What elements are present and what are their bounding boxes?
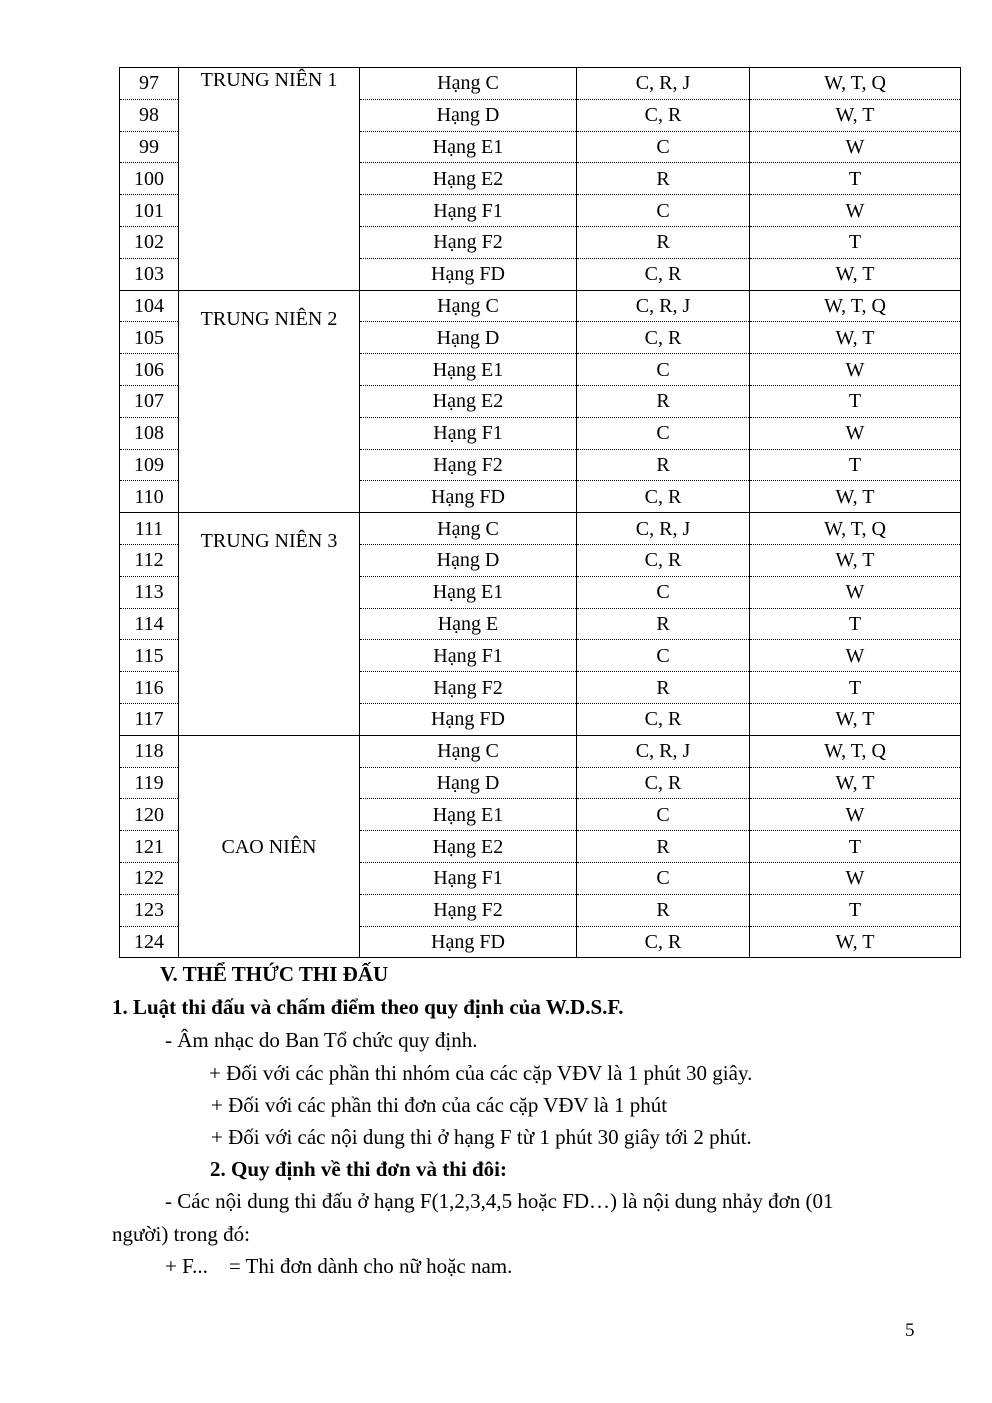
row-number: 114 xyxy=(120,608,179,640)
class-cell: Hạng C xyxy=(360,290,577,322)
standard-dances-cell: W xyxy=(750,354,961,386)
class-cell: Hạng E xyxy=(360,608,577,640)
row-number: 119 xyxy=(120,767,179,799)
row-number: 112 xyxy=(120,544,179,576)
latin-dances-cell: R xyxy=(577,894,750,926)
standard-dances-cell: W, T xyxy=(750,703,961,735)
events-table xyxy=(119,67,961,958)
class-cell: Hạng D xyxy=(360,322,577,354)
row-number: 122 xyxy=(120,862,179,894)
bullet-solo-duration: + Đối với các phần thi đơn của các cặp VĐV là 1 phút xyxy=(211,1093,668,1117)
class-cell: Hạng F2 xyxy=(360,672,577,704)
paragraph-line-2: người) trong đó: xyxy=(112,1222,250,1246)
row-number: 118 xyxy=(120,735,179,767)
latin-dances-cell: R xyxy=(577,385,750,417)
standard-dances-cell: T xyxy=(750,831,961,863)
table-row xyxy=(120,513,961,545)
standard-dances-cell: W, T xyxy=(750,767,961,799)
standard-dances-cell: W xyxy=(750,417,961,449)
latin-dances-cell: C, R, J xyxy=(577,735,750,767)
class-cell: Hạng FD xyxy=(360,926,577,958)
class-cell: Hạng D xyxy=(360,544,577,576)
table-row xyxy=(120,290,961,322)
latin-dances-cell: C, R xyxy=(577,99,750,131)
age-category: CAO NIÊN xyxy=(179,735,360,958)
latin-dances-cell: C, R xyxy=(577,322,750,354)
row-number: 104 xyxy=(120,290,179,322)
standard-dances-cell: W xyxy=(750,862,961,894)
latin-dances-cell: R xyxy=(577,226,750,258)
class-cell: Hạng E1 xyxy=(360,131,577,163)
class-cell: Hạng E1 xyxy=(360,576,577,608)
latin-dances-cell: C xyxy=(577,354,750,386)
class-cell: Hạng D xyxy=(360,99,577,131)
rule-item-1: 1. Luật thi đấu và chấm điểm theo quy định của W.D.S.F. xyxy=(112,995,624,1019)
class-cell: Hạng F1 xyxy=(360,417,577,449)
age-category: TRUNG NIÊN 2 xyxy=(179,290,360,513)
row-number: 105 xyxy=(120,322,179,354)
page-number: 5 xyxy=(905,1320,915,1341)
standard-dances-cell: T xyxy=(750,449,961,481)
rule-item-2: 2. Quy định về thi đơn và thi đôi: xyxy=(210,1157,507,1181)
standard-dances-cell: W xyxy=(750,799,961,831)
class-cell: Hạng E1 xyxy=(360,799,577,831)
class-cell: Hạng F2 xyxy=(360,449,577,481)
row-number: 120 xyxy=(120,799,179,831)
standard-dances-cell: W, T, Q xyxy=(750,68,961,100)
table-body xyxy=(120,68,961,958)
standard-dances-cell: T xyxy=(750,163,961,195)
row-number: 107 xyxy=(120,385,179,417)
latin-dances-cell: C, R xyxy=(577,767,750,799)
standard-dances-cell: T xyxy=(750,894,961,926)
class-cell: Hạng FD xyxy=(360,481,577,513)
standard-dances-cell: W, T xyxy=(750,926,961,958)
latin-dances-cell: C, R, J xyxy=(577,513,750,545)
standard-dances-cell: T xyxy=(750,608,961,640)
latin-dances-cell: C xyxy=(577,195,750,227)
latin-dances-cell: C, R, J xyxy=(577,68,750,100)
row-number: 111 xyxy=(120,513,179,545)
last-line: + F... = Thi đơn dành cho nữ hoặc nam. xyxy=(165,1254,513,1278)
music-line: - Âm nhạc do Ban Tổ chức quy định. xyxy=(165,1028,478,1052)
row-number: 123 xyxy=(120,894,179,926)
row-number: 103 xyxy=(120,258,179,290)
section-heading: V. THỂ THỨC THI ĐẤU xyxy=(160,962,389,986)
row-number: 124 xyxy=(120,926,179,958)
latin-dances-cell: C, R xyxy=(577,258,750,290)
class-cell: Hạng F2 xyxy=(360,894,577,926)
standard-dances-cell: T xyxy=(750,226,961,258)
latin-dances-cell: R xyxy=(577,608,750,640)
row-number: 110 xyxy=(120,481,179,513)
row-number: 116 xyxy=(120,672,179,704)
latin-dances-cell: C, R, J xyxy=(577,290,750,322)
class-cell: Hạng F1 xyxy=(360,195,577,227)
table-row xyxy=(120,735,961,767)
row-number: 102 xyxy=(120,226,179,258)
row-number: 97 xyxy=(120,68,179,100)
class-cell: Hạng E2 xyxy=(360,163,577,195)
latin-dances-cell: C xyxy=(577,640,750,672)
table-row xyxy=(120,68,961,100)
standard-dances-cell: W xyxy=(750,131,961,163)
standard-dances-cell: W, T xyxy=(750,544,961,576)
latin-dances-cell: C, R xyxy=(577,703,750,735)
row-number: 100 xyxy=(120,163,179,195)
class-cell: Hạng E1 xyxy=(360,354,577,386)
row-number: 106 xyxy=(120,354,179,386)
class-cell: Hạng F1 xyxy=(360,862,577,894)
standard-dances-cell: T xyxy=(750,385,961,417)
class-cell: Hạng C xyxy=(360,68,577,100)
class-cell: Hạng E2 xyxy=(360,831,577,863)
latin-dances-cell: C xyxy=(577,417,750,449)
latin-dances-cell: R xyxy=(577,449,750,481)
latin-dances-cell: C, R xyxy=(577,926,750,958)
standard-dances-cell: T xyxy=(750,672,961,704)
latin-dances-cell: C, R xyxy=(577,544,750,576)
age-category: TRUNG NIÊN 1 xyxy=(179,68,360,291)
latin-dances-cell: R xyxy=(577,163,750,195)
paragraph-line-1: - Các nội dung thi đấu ở hạng F(1,2,3,4,5 hoặc FD…) là nội dung nhảy đơn (01 xyxy=(165,1189,834,1213)
standard-dances-cell: W, T, Q xyxy=(750,290,961,322)
row-number: 101 xyxy=(120,195,179,227)
class-cell: Hạng FD xyxy=(360,703,577,735)
latin-dances-cell: R xyxy=(577,672,750,704)
latin-dances-cell: C, R xyxy=(577,481,750,513)
class-cell: Hạng F2 xyxy=(360,226,577,258)
row-number: 108 xyxy=(120,417,179,449)
latin-dances-cell: R xyxy=(577,831,750,863)
class-cell: Hạng C xyxy=(360,735,577,767)
standard-dances-cell: W, T xyxy=(750,481,961,513)
latin-dances-cell: C xyxy=(577,862,750,894)
latin-dances-cell: C xyxy=(577,131,750,163)
row-number: 121 xyxy=(120,831,179,863)
age-category: TRUNG NIÊN 3 xyxy=(179,513,360,736)
row-number: 109 xyxy=(120,449,179,481)
standard-dances-cell: W, T, Q xyxy=(750,735,961,767)
latin-dances-cell: C xyxy=(577,576,750,608)
class-cell: Hạng F1 xyxy=(360,640,577,672)
class-cell: Hạng D xyxy=(360,767,577,799)
class-cell: Hạng C xyxy=(360,513,577,545)
standard-dances-cell: W, T, Q xyxy=(750,513,961,545)
row-number: 117 xyxy=(120,703,179,735)
standard-dances-cell: W, T xyxy=(750,99,961,131)
class-cell: Hạng E2 xyxy=(360,385,577,417)
bullet-group-duration: + Đối với các phần thi nhóm của các cặp VĐV là 1 phút 30 giây. xyxy=(209,1061,753,1085)
row-number: 113 xyxy=(120,576,179,608)
standard-dances-cell: W xyxy=(750,576,961,608)
row-number: 98 xyxy=(120,99,179,131)
row-number: 115 xyxy=(120,640,179,672)
standard-dances-cell: W, T xyxy=(750,258,961,290)
class-cell: Hạng FD xyxy=(360,258,577,290)
bullet-f-class-duration: + Đối với các nội dung thi ở hạng F từ 1 phút 30 giây tới 2 phút. xyxy=(211,1125,752,1149)
standard-dances-cell: W xyxy=(750,195,961,227)
row-number: 99 xyxy=(120,131,179,163)
standard-dances-cell: W xyxy=(750,640,961,672)
standard-dances-cell: W, T xyxy=(750,322,961,354)
latin-dances-cell: C xyxy=(577,799,750,831)
